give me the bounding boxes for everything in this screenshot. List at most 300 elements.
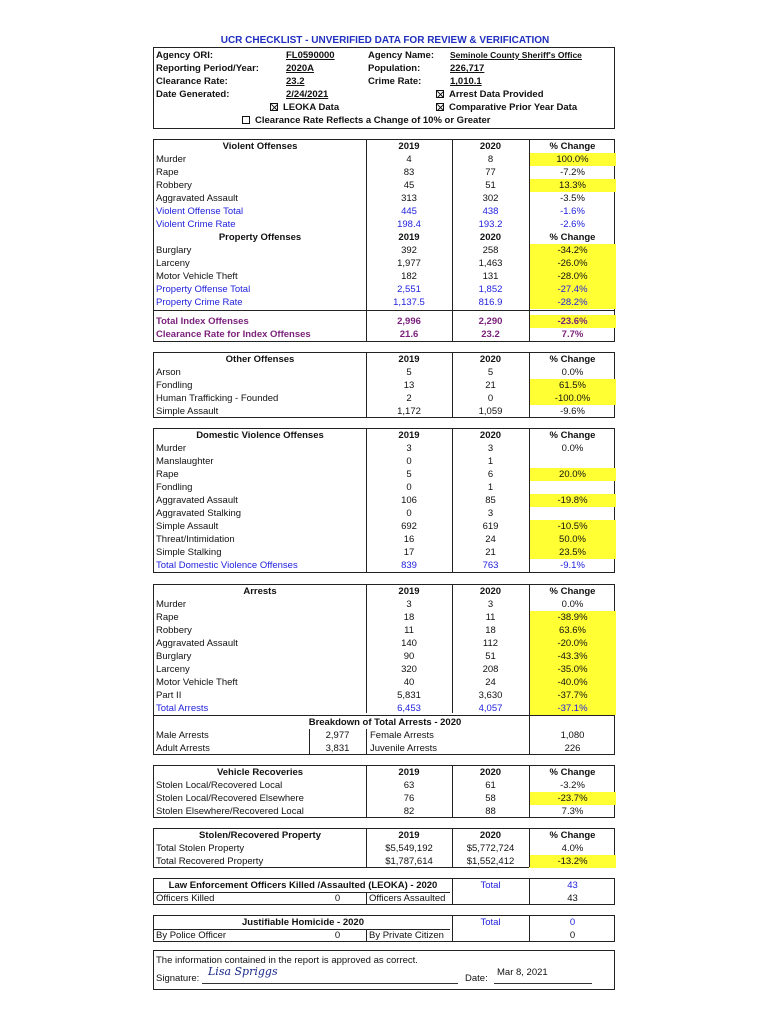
- row-label: Property Offense Total: [156, 284, 251, 295]
- percent-change: 0.0%: [561, 599, 584, 610]
- row-label: Aggravated Assault: [156, 193, 238, 204]
- percent-change: -2.6%: [560, 219, 585, 230]
- table-row: [154, 637, 614, 650]
- table-row: [154, 520, 614, 533]
- period-value: 2020A: [286, 63, 314, 74]
- divider: [366, 766, 367, 817]
- value-2019: 16: [403, 534, 415, 545]
- value-2020: 18: [485, 625, 496, 636]
- value-2020: 23.2: [481, 329, 500, 340]
- value-2020: 3,630: [478, 690, 503, 701]
- percent-change: 23.5%: [529, 546, 616, 559]
- row-label: Arson: [156, 367, 181, 378]
- value-2020: 3: [487, 443, 494, 454]
- value-2019: 692: [401, 521, 417, 532]
- divider: [452, 429, 453, 572]
- table-row: [154, 257, 614, 270]
- percent-change: 4.0%: [561, 843, 584, 854]
- value-2019: 0: [406, 482, 412, 493]
- divider: [452, 140, 453, 341]
- section-title: Violent Offenses: [222, 141, 298, 152]
- percent-change: -43.3%: [529, 650, 616, 663]
- row-label: Total Stolen Property: [156, 843, 245, 854]
- value-2020: 1: [487, 456, 494, 467]
- value-2020: 88: [485, 806, 496, 817]
- table-row: [154, 442, 614, 455]
- table-row: [154, 328, 614, 341]
- percent-change-header: % Change: [549, 830, 596, 841]
- row-label: Larceny: [156, 258, 190, 269]
- value-2020: 193.2: [478, 219, 503, 230]
- clearance-label: Clearance Rate:: [156, 76, 228, 87]
- divider: [154, 310, 614, 311]
- value-2019: 140: [401, 638, 417, 649]
- year-2019-header: 2019: [398, 141, 420, 152]
- value-2020: 21: [485, 380, 496, 391]
- table-row: [154, 676, 614, 689]
- section-header-row: [154, 585, 614, 598]
- divider: [366, 729, 367, 754]
- value-2020: 2,290: [478, 316, 503, 327]
- percent-change: -34.2%: [529, 244, 616, 257]
- percent-change: -9.1%: [560, 560, 585, 571]
- percent-change: 100.0%: [529, 153, 616, 166]
- section-title: Other Offenses: [225, 354, 295, 365]
- value-2019: 2,996: [397, 316, 421, 327]
- approval-section: [153, 950, 615, 990]
- value-2020: 3: [487, 508, 494, 519]
- domestic-violence-table: [153, 428, 615, 573]
- value-2020: 5: [487, 367, 494, 378]
- value-2020: 208: [482, 664, 499, 675]
- value-2020: $1,552,412: [466, 856, 515, 867]
- table-row: [154, 494, 614, 507]
- percent-change: -7.2%: [560, 167, 585, 178]
- arrest-data-checkbox: Arrest Data Provided: [436, 89, 544, 100]
- table-row: [154, 855, 614, 868]
- section-title: Domestic Violence Offenses: [196, 430, 324, 441]
- agency-name-value: Seminole County Sheriff's Office: [450, 50, 582, 60]
- row-label: Violent Offense Total: [156, 206, 244, 217]
- row-label: Part II: [156, 690, 182, 701]
- value-2019: 63: [403, 780, 415, 791]
- leoka-title: Law Enforcement Officers Killed /Assaulted (LEOKA) - 2020: [168, 880, 438, 891]
- table-row: [154, 624, 614, 637]
- table-row: [154, 379, 614, 392]
- percent-change: 7.7%: [561, 329, 584, 340]
- table-row: [154, 663, 614, 676]
- value-2019: 0: [406, 508, 412, 519]
- section-title: Arrests: [243, 586, 277, 597]
- percent-change: 0.0%: [561, 367, 584, 378]
- percent-change: -20.0%: [529, 637, 616, 650]
- value-2019: 313: [401, 193, 417, 204]
- percent-change: -26.0%: [529, 257, 616, 270]
- property-value-table: [153, 828, 615, 868]
- officers-killed-label: Officers Killed: [156, 893, 215, 904]
- row-label: Burglary: [156, 651, 192, 662]
- value-2019: 17: [403, 547, 415, 558]
- value-2020: 24: [485, 677, 496, 688]
- homicide-title: Justifiable Homicide - 2020: [242, 917, 364, 928]
- clearance-value: 23.2: [286, 76, 305, 87]
- row-label: Total Arrests: [156, 703, 209, 714]
- table-row: [154, 598, 614, 611]
- table-row: [154, 218, 614, 231]
- row-label: Property Crime Rate: [156, 297, 243, 308]
- row-label: Burglary: [156, 245, 192, 256]
- breakdown-title: Breakdown of Total Arrests - 2020: [308, 717, 462, 728]
- crime-rate-value: 1,010.1: [450, 76, 482, 87]
- percent-change: -28.0%: [529, 270, 616, 283]
- divider: [529, 829, 530, 867]
- population-label: Population:: [368, 63, 421, 74]
- agency-name-label: Agency Name:: [368, 50, 434, 61]
- table-row: [154, 392, 614, 405]
- row-label: Simple Stalking: [156, 547, 222, 558]
- value-2020: 21: [485, 547, 496, 558]
- divider: [366, 353, 367, 417]
- row-label: Aggravated Assault: [156, 638, 238, 649]
- date-generated-label: Date Generated:: [156, 89, 230, 100]
- date-line[interactable]: [494, 967, 592, 984]
- value-2019: 445: [401, 206, 417, 217]
- value-2019: 3: [406, 599, 412, 610]
- row-label: Total Recovered Property: [156, 856, 264, 867]
- crime-rate-label: Crime Rate:: [368, 76, 422, 87]
- section-header-row: [154, 231, 614, 244]
- row-label: Motor Vehicle Theft: [156, 271, 238, 282]
- other-offenses-table: [153, 352, 615, 418]
- value-2019: 1,172: [397, 406, 421, 417]
- value-2020: 6: [487, 469, 494, 480]
- divider: [366, 929, 367, 941]
- value-2019: 3: [406, 443, 412, 454]
- row-label: Stolen Local/Recovered Elsewhere: [156, 793, 304, 804]
- signature-label: Signature:: [156, 973, 200, 984]
- year-2019-header: 2019: [398, 767, 420, 778]
- leoka-total-label: Total: [480, 880, 501, 891]
- row-label: Total Domestic Violence Offenses: [156, 560, 298, 571]
- row-label: Aggravated Stalking: [156, 508, 242, 519]
- leoka-checkbox: LEOKA Data: [270, 102, 339, 113]
- table-row: [154, 779, 614, 792]
- value-2019: 6,453: [397, 703, 421, 714]
- year-2020-header: 2020: [479, 830, 502, 841]
- vehicle-recoveries-table: [153, 765, 615, 818]
- percent-change: -37.7%: [529, 689, 616, 702]
- agency-ori-label: Agency ORI:: [156, 50, 214, 61]
- row-label: Murder: [156, 443, 187, 454]
- checked-box-icon: [436, 90, 444, 98]
- row-label: Rape: [156, 612, 179, 623]
- value-2020: 302: [482, 193, 499, 204]
- property-offenses-section: [154, 231, 614, 309]
- value-2020: $5,772,724: [466, 843, 515, 854]
- officers-assaulted-label: Officers Assaulted: [369, 893, 446, 904]
- period-label: Reporting Period/Year:: [156, 63, 259, 74]
- percent-change-header: % Change: [549, 430, 596, 441]
- divider: [366, 140, 367, 341]
- index-offenses-section: [154, 315, 614, 341]
- value-2019: 5: [406, 469, 412, 480]
- row-label: Murder: [156, 154, 187, 165]
- value-2020: 51: [485, 651, 496, 662]
- homicide-total-value: 0: [569, 917, 576, 928]
- value-2020: 8: [487, 154, 494, 165]
- juvenile-arrests-value: 226: [564, 743, 581, 754]
- table-row: [154, 507, 614, 520]
- row-label: Clearance Rate for Index Offenses: [156, 329, 311, 340]
- value-2019: 40: [403, 677, 415, 688]
- value-2020: 1: [487, 482, 494, 493]
- value-2019: 5: [406, 367, 412, 378]
- table-row: [154, 611, 614, 624]
- value-2019: 18: [403, 612, 415, 623]
- officers-killed-value: 0: [334, 893, 341, 904]
- signature-line[interactable]: [202, 967, 458, 984]
- by-citizen-label: By Private Citizen: [369, 930, 444, 941]
- table-row: [154, 179, 614, 192]
- comparative-checkbox: Comparative Prior Year Data: [436, 102, 577, 113]
- year-2020-header: 2020: [479, 767, 502, 778]
- percent-change: -3.2%: [560, 780, 585, 791]
- row-label: Larceny: [156, 664, 190, 675]
- value-2019: 82: [403, 806, 415, 817]
- table-row: [154, 270, 614, 283]
- year-2020-header: 2020: [479, 232, 502, 243]
- male-arrests-label: Male Arrests: [156, 730, 209, 741]
- section-header-row: [154, 140, 614, 153]
- value-2020: 438: [482, 206, 499, 217]
- value-2020: 112: [482, 638, 499, 649]
- value-2019: 839: [401, 560, 417, 571]
- approval-text: The information contained in the report is approved as correct.: [156, 955, 418, 966]
- by-police-label: By Police Officer: [156, 930, 227, 941]
- value-2019: 106: [401, 495, 417, 506]
- year-2020-header: 2020: [479, 430, 502, 441]
- table-row: [154, 792, 614, 805]
- percent-change: 63.6%: [529, 624, 616, 637]
- percent-change: -10.5%: [529, 520, 616, 533]
- population-value: 226,717: [450, 63, 485, 74]
- table-row: [154, 805, 614, 818]
- percent-change-header: % Change: [549, 586, 596, 597]
- table-row: [154, 366, 614, 379]
- row-label: Threat/Intimidation: [156, 534, 235, 545]
- report-title: UCR CHECKLIST - UNVERIFIED DATA FOR REVIEW & VERIFICATION: [220, 35, 550, 46]
- year-2020-header: 2020: [479, 354, 502, 365]
- percent-change: -19.8%: [529, 494, 616, 507]
- unchecked-box-icon: [242, 116, 250, 124]
- checked-box-icon: [270, 103, 278, 111]
- section-header-row: [154, 829, 614, 842]
- value-2020: 77: [485, 167, 496, 178]
- leoka-table: [153, 878, 615, 905]
- section-header-row: [154, 353, 614, 366]
- value-2020: 816.9: [478, 297, 503, 308]
- table-row: [154, 166, 614, 179]
- table-row: [154, 405, 614, 418]
- value-2020: 4,057: [478, 703, 503, 714]
- row-label: Rape: [156, 167, 179, 178]
- divider: [452, 766, 453, 817]
- table-row: [154, 546, 614, 559]
- table-row: [154, 533, 614, 546]
- section-title: Stolen/Recovered Property: [199, 830, 321, 841]
- value-2020: 1,463: [478, 258, 503, 269]
- row-label: Stolen Local/Recovered Local: [156, 780, 283, 791]
- row-label: Fondling: [156, 380, 193, 391]
- divider: [452, 353, 453, 417]
- section-header-row: [154, 766, 614, 779]
- percent-change: -28.2%: [529, 296, 616, 309]
- value-2020: 51: [485, 180, 496, 191]
- table-row: [154, 283, 614, 296]
- row-label: Rape: [156, 469, 179, 480]
- by-citizen-value: 0: [569, 930, 576, 941]
- female-arrests-value: 1,080: [560, 730, 585, 741]
- value-2019: 21.6: [399, 329, 419, 340]
- table-row: [154, 296, 614, 309]
- divider: [366, 429, 367, 572]
- row-label: Violent Crime Rate: [156, 219, 236, 230]
- value-2020: 619: [482, 521, 499, 532]
- clearance-change-checkbox: Clearance Rate Reflects a Change of 10% or Greater: [242, 115, 490, 126]
- table-row: [154, 481, 614, 494]
- row-label: Murder: [156, 599, 187, 610]
- percent-change-header: % Change: [549, 767, 596, 778]
- row-label: Human Trafficking - Founded: [156, 393, 279, 404]
- male-arrests-value: 2,977: [325, 730, 350, 741]
- value-2020: 131: [482, 271, 499, 282]
- value-2020: 258: [482, 245, 499, 256]
- divider: [529, 766, 530, 817]
- value-2019: 83: [403, 167, 415, 178]
- value-2019: 1,977: [397, 258, 421, 269]
- percent-change: -38.9%: [529, 611, 616, 624]
- row-label: Stolen Elsewhere/Recovered Local: [156, 806, 304, 817]
- divider: [366, 892, 367, 904]
- value-2020: 1,852: [478, 284, 503, 295]
- value-2019: 0: [406, 456, 412, 467]
- report-header: [153, 47, 615, 129]
- arrests-table: [153, 584, 615, 755]
- divider: [452, 585, 453, 713]
- officers-assaulted-value: 43: [567, 893, 578, 904]
- section-title: Property Offenses: [218, 232, 302, 243]
- percent-change: -27.4%: [529, 283, 616, 296]
- divider: [366, 829, 367, 867]
- value-2019: 45: [403, 180, 415, 191]
- percent-change: -35.0%: [529, 663, 616, 676]
- table-row: [154, 650, 614, 663]
- value-2019: 392: [401, 245, 417, 256]
- percent-change: -13.2%: [529, 855, 616, 868]
- row-label: Manslaughter: [156, 456, 214, 467]
- year-2019-header: 2019: [398, 830, 420, 841]
- table-row: [154, 153, 614, 166]
- row-label: Robbery: [156, 625, 192, 636]
- value-2019: $1,787,614: [385, 856, 433, 867]
- approval-date: Mar 8, 2021: [497, 967, 548, 978]
- value-2019: 13: [403, 380, 415, 391]
- value-2020: 85: [485, 495, 496, 506]
- row-label: Fondling: [156, 482, 193, 493]
- value-2020: 1,059: [478, 406, 503, 417]
- table-row: [154, 192, 614, 205]
- value-2019: $5,549,192: [385, 843, 433, 854]
- percent-change: -3.5%: [560, 193, 585, 204]
- by-police-value: 0: [334, 930, 341, 941]
- value-2019: 198.4: [397, 219, 421, 230]
- value-2019: 5,831: [397, 690, 421, 701]
- year-2020-header: 2020: [479, 141, 502, 152]
- row-label: Total Index Offenses: [156, 316, 249, 327]
- value-2020: 58: [485, 793, 496, 804]
- table-row: [154, 455, 614, 468]
- value-2020: 3: [487, 599, 494, 610]
- female-arrests-label: Female Arrests: [370, 730, 434, 741]
- agency-ori-value: FL0590000: [286, 50, 335, 61]
- year-2019-header: 2019: [398, 586, 420, 597]
- section-header-row: [154, 429, 614, 442]
- table-row: [154, 559, 614, 572]
- violent-property-table: [153, 139, 615, 342]
- table-row: [154, 205, 614, 218]
- year-2019-header: 2019: [398, 354, 420, 365]
- value-2020: 24: [485, 534, 496, 545]
- table-row: [154, 315, 614, 328]
- percent-change: -9.6%: [560, 406, 585, 417]
- percent-change: -37.1%: [529, 702, 616, 715]
- table-row: [154, 244, 614, 257]
- percent-change: 13.3%: [529, 179, 616, 192]
- value-2019: 76: [403, 793, 415, 804]
- section-title: Vehicle Recoveries: [216, 767, 304, 778]
- row-label: Simple Assault: [156, 406, 219, 417]
- percent-change: 20.0%: [529, 468, 616, 481]
- percent-change-header: % Change: [549, 232, 596, 243]
- checked-box-icon: [436, 103, 444, 111]
- table-row: [154, 689, 614, 702]
- table-row: [154, 702, 614, 715]
- year-2020-header: 2020: [479, 586, 502, 597]
- value-2020: 61: [485, 780, 496, 791]
- value-2019: 320: [401, 664, 417, 675]
- justifiable-homicide-table: [153, 915, 615, 942]
- percent-change-header: % Change: [549, 354, 596, 365]
- percent-change: 0.0%: [561, 443, 584, 454]
- juvenile-arrests-label: Juvenile Arrests: [370, 743, 438, 754]
- row-label: Simple Assault: [156, 521, 219, 532]
- row-label: Aggravated Assault: [156, 495, 238, 506]
- value-2019: 11: [404, 625, 414, 636]
- violent-offenses-section: [154, 140, 614, 231]
- row-label: Motor Vehicle Theft: [156, 677, 238, 688]
- value-2019: 4: [406, 154, 412, 165]
- percent-change: -1.6%: [560, 206, 585, 217]
- year-2019-header: 2019: [398, 430, 420, 441]
- divider: [452, 829, 453, 867]
- divider: [529, 353, 530, 417]
- value-2020: 0: [487, 393, 494, 404]
- signature: Lisa Spriggs: [208, 965, 278, 978]
- percent-change: -100.0%: [529, 392, 616, 405]
- divider: [529, 429, 530, 572]
- percent-change: -23.7%: [529, 792, 616, 805]
- percent-change: 50.0%: [529, 533, 616, 546]
